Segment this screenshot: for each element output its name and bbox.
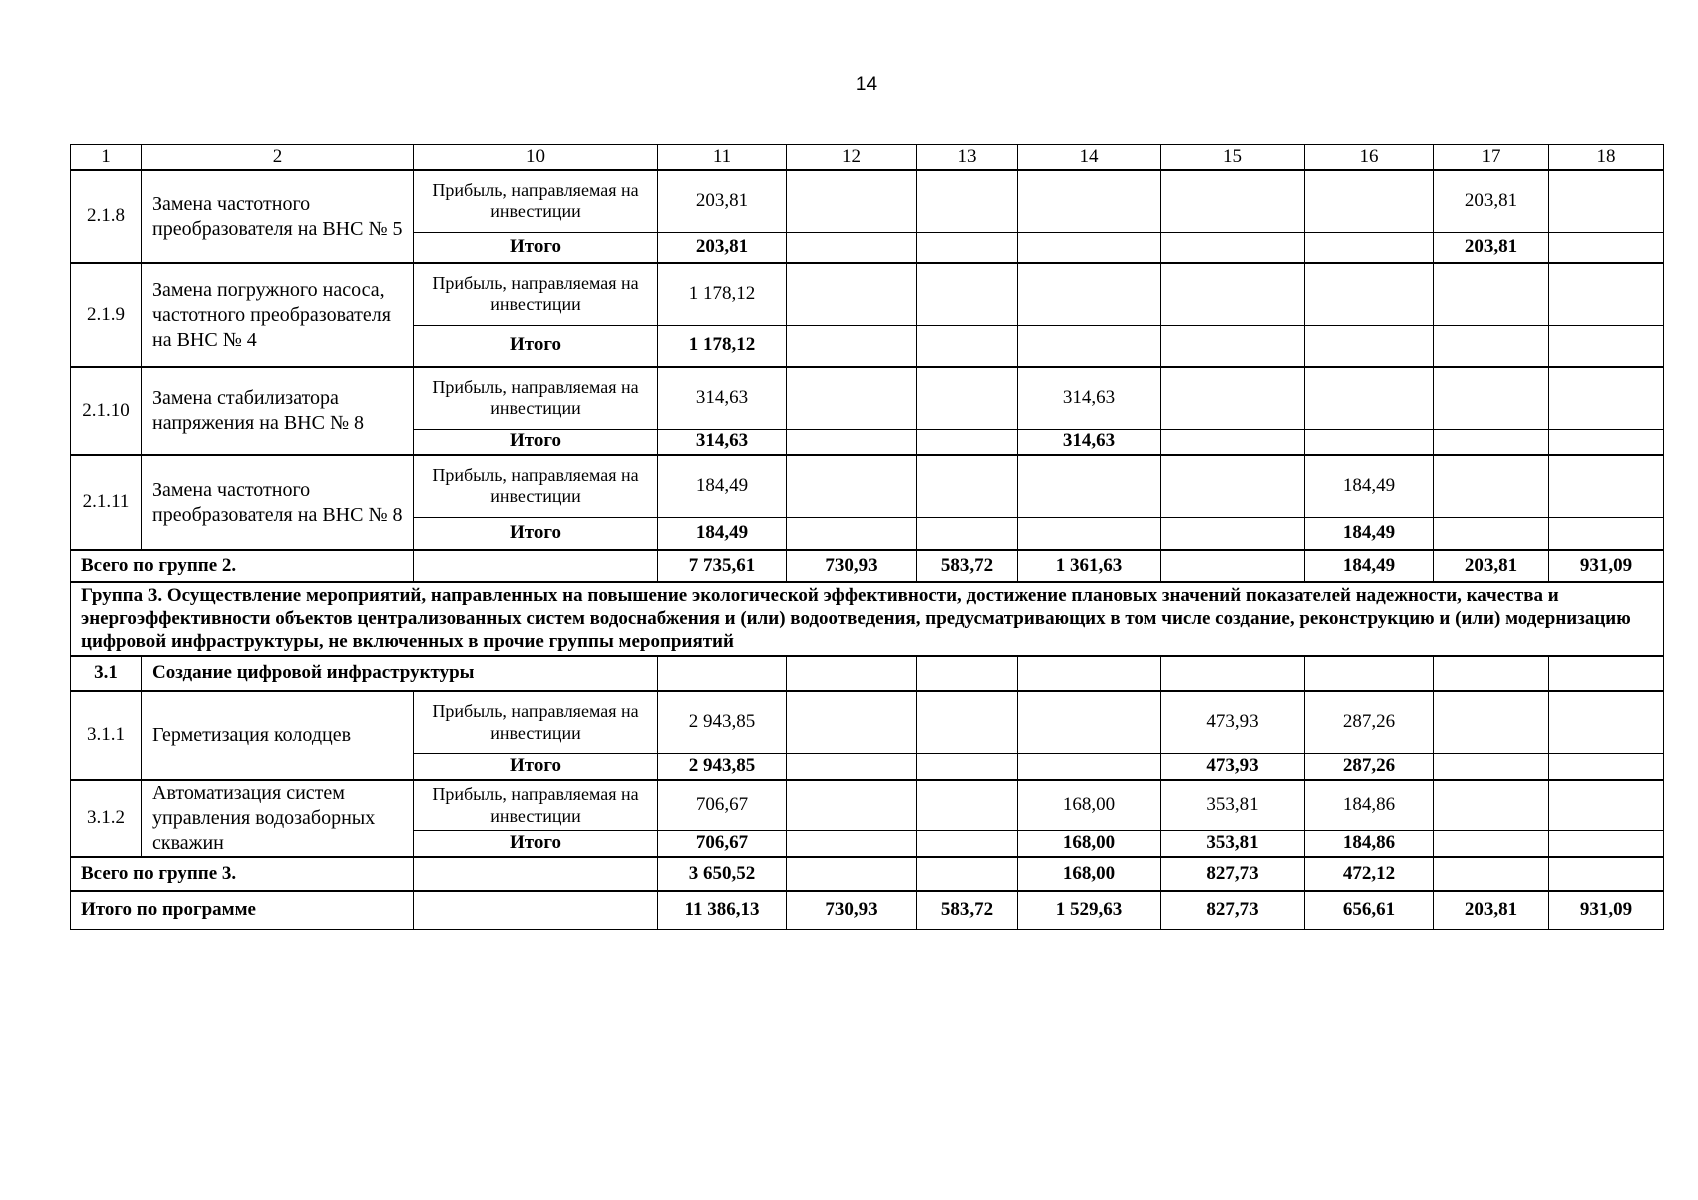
funding-source: Прибыль, направляемая на инвестиции — [414, 780, 658, 830]
total-value-cell — [1018, 517, 1161, 550]
total-value-cell — [1434, 517, 1549, 550]
value-cell — [1549, 170, 1664, 232]
empty-cell — [1434, 656, 1549, 691]
total-row-value — [1434, 857, 1549, 891]
column-number: 12 — [787, 145, 917, 171]
total-value-cell — [917, 325, 1018, 367]
total-value-cell: 168,00 — [1018, 830, 1161, 857]
total-value-cell: 184,86 — [1305, 830, 1434, 857]
total-value-cell — [1161, 232, 1305, 263]
total-value-cell — [1549, 517, 1664, 550]
total-value-cell: 184,49 — [658, 517, 787, 550]
total-row-value: 203,81 — [1434, 891, 1549, 929]
investment-program-table — [70, 144, 1664, 930]
total-label: Итого — [414, 232, 658, 263]
column-number: 17 — [1434, 145, 1549, 171]
total-row-value: 931,09 — [1549, 550, 1664, 582]
column-number: 18 — [1549, 145, 1664, 171]
item-code: 3.1.2 — [71, 780, 142, 857]
empty-cell — [787, 656, 917, 691]
column-number-row — [71, 145, 1664, 171]
item-name: Замена стабилизатора напряжения на ВНС № 8 — [142, 367, 414, 455]
value-cell: 473,93 — [1161, 691, 1305, 753]
total-value-cell — [1305, 232, 1434, 263]
item-name: Замена частотного преобразователя на ВНС № 8 — [142, 455, 414, 550]
total-row-value: 931,09 — [1549, 891, 1664, 929]
value-cell — [917, 691, 1018, 753]
empty-cell — [414, 857, 658, 891]
total-value-cell: 314,63 — [1018, 429, 1161, 455]
total-row-value: 730,93 — [787, 891, 917, 929]
item-code: 2.1.11 — [71, 455, 142, 550]
total-label: Итого — [414, 517, 658, 550]
subsection-name: Создание цифровой инфраструктуры — [142, 656, 658, 691]
value-cell — [1305, 367, 1434, 429]
total-row-value: 730,93 — [787, 550, 917, 582]
value-cell — [1161, 367, 1305, 429]
total-row-value: 203,81 — [1434, 550, 1549, 582]
value-cell — [1434, 455, 1549, 517]
value-cell: 287,26 — [1305, 691, 1434, 753]
column-number: 11 — [658, 145, 787, 171]
total-value-cell — [1018, 232, 1161, 263]
table-row — [71, 891, 1664, 929]
total-value-cell: 353,81 — [1161, 830, 1305, 857]
total-value-cell — [1549, 232, 1664, 263]
column-number: 13 — [917, 145, 1018, 171]
funding-source: Прибыль, направляемая на инвестиции — [414, 263, 658, 325]
value-cell — [1161, 263, 1305, 325]
total-row-value: 583,72 — [917, 550, 1018, 582]
total-value-cell — [787, 232, 917, 263]
total-value-cell: 203,81 — [1434, 232, 1549, 263]
value-cell — [787, 263, 917, 325]
empty-cell — [1305, 656, 1434, 691]
total-value-cell — [1549, 753, 1664, 780]
table-row — [71, 582, 1664, 656]
total-row-value: 827,73 — [1161, 891, 1305, 929]
total-label: Итого — [414, 830, 658, 857]
total-row-value: 168,00 — [1018, 857, 1161, 891]
total-value-cell — [1305, 429, 1434, 455]
empty-cell — [414, 550, 658, 582]
total-value-cell — [1434, 753, 1549, 780]
total-row-value: 11 386,13 — [658, 891, 787, 929]
value-cell — [917, 170, 1018, 232]
table-row — [71, 170, 1664, 232]
total-value-cell — [917, 753, 1018, 780]
value-cell — [1549, 455, 1664, 517]
value-cell — [1434, 367, 1549, 429]
funding-source: Прибыль, направляемая на инвестиции — [414, 691, 658, 753]
total-row-value: 583,72 — [917, 891, 1018, 929]
total-label: Итого — [414, 753, 658, 780]
funding-source: Прибыль, направляемая на инвестиции — [414, 170, 658, 232]
total-row-label: Всего по группе 3. — [71, 857, 414, 891]
column-number: 2 — [142, 145, 414, 171]
item-name: Автоматизация систем управления водозаборных скважин — [142, 780, 414, 857]
total-value-cell — [787, 325, 917, 367]
value-cell — [1161, 170, 1305, 232]
value-cell — [917, 780, 1018, 830]
total-value-cell — [1549, 830, 1664, 857]
page-number: 14 — [855, 74, 878, 95]
table-row — [71, 455, 1664, 517]
empty-cell — [1161, 656, 1305, 691]
total-row-value: 1 529,63 — [1018, 891, 1161, 929]
funding-source: Прибыль, направляемая на инвестиции — [414, 455, 658, 517]
total-value-cell — [1434, 830, 1549, 857]
value-cell: 706,67 — [658, 780, 787, 830]
total-value-cell — [917, 232, 1018, 263]
total-value-cell — [1161, 517, 1305, 550]
total-value-cell — [1549, 429, 1664, 455]
value-cell: 184,86 — [1305, 780, 1434, 830]
column-number: 10 — [414, 145, 658, 171]
value-cell — [1434, 780, 1549, 830]
total-value-cell — [917, 517, 1018, 550]
value-cell — [1018, 691, 1161, 753]
total-value-cell — [1549, 325, 1664, 367]
value-cell: 203,81 — [1434, 170, 1549, 232]
total-row-value: 7 735,61 — [658, 550, 787, 582]
total-row-value: 827,73 — [1161, 857, 1305, 891]
total-value-cell: 184,49 — [1305, 517, 1434, 550]
total-value-cell: 2 943,85 — [658, 753, 787, 780]
total-row-value — [1549, 857, 1664, 891]
empty-cell — [917, 656, 1018, 691]
total-row-value: 656,61 — [1305, 891, 1434, 929]
value-cell — [917, 455, 1018, 517]
total-value-cell: 314,63 — [658, 429, 787, 455]
value-cell — [787, 780, 917, 830]
item-name: Герметизация колодцев — [142, 691, 414, 780]
total-value-cell — [1018, 325, 1161, 367]
item-code: 2.1.8 — [71, 170, 142, 263]
value-cell — [1018, 170, 1161, 232]
value-cell — [787, 367, 917, 429]
column-number: 1 — [71, 145, 142, 171]
total-value-cell: 1 178,12 — [658, 325, 787, 367]
total-row-value — [1161, 550, 1305, 582]
value-cell: 184,49 — [658, 455, 787, 517]
value-cell — [917, 367, 1018, 429]
value-cell: 353,81 — [1161, 780, 1305, 830]
table-row — [71, 691, 1664, 753]
value-cell — [787, 455, 917, 517]
total-value-cell — [1161, 429, 1305, 455]
value-cell: 168,00 — [1018, 780, 1161, 830]
total-value-cell: 473,93 — [1161, 753, 1305, 780]
total-value-cell: 287,26 — [1305, 753, 1434, 780]
total-value-cell — [1434, 325, 1549, 367]
item-name: Замена погружного насоса, частотного преобразователя на ВНС № 4 — [142, 263, 414, 367]
total-row-value: 472,12 — [1305, 857, 1434, 891]
value-cell: 184,49 — [1305, 455, 1434, 517]
total-row-value: 3 650,52 — [658, 857, 787, 891]
total-value-cell — [787, 429, 917, 455]
value-cell — [1434, 691, 1549, 753]
item-code: 2.1.10 — [71, 367, 142, 455]
value-cell: 314,63 — [1018, 367, 1161, 429]
empty-cell — [1018, 656, 1161, 691]
table-row — [71, 550, 1664, 582]
value-cell — [787, 691, 917, 753]
value-cell: 314,63 — [658, 367, 787, 429]
total-value-cell — [787, 830, 917, 857]
value-cell — [1549, 780, 1664, 830]
value-cell: 203,81 — [658, 170, 787, 232]
item-code: 3.1.1 — [71, 691, 142, 780]
total-value-cell — [787, 517, 917, 550]
value-cell — [1018, 263, 1161, 325]
value-cell — [1549, 263, 1664, 325]
value-cell — [787, 170, 917, 232]
empty-cell — [1549, 656, 1664, 691]
total-label: Итого — [414, 429, 658, 455]
total-value-cell: 203,81 — [658, 232, 787, 263]
value-cell: 2 943,85 — [658, 691, 787, 753]
funding-source: Прибыль, направляемая на инвестиции — [414, 367, 658, 429]
subsection-code: 3.1 — [71, 656, 142, 691]
total-row-value: 184,49 — [1305, 550, 1434, 582]
item-name: Замена частотного преобразователя на ВНС № 5 — [142, 170, 414, 263]
total-value-cell: 706,67 — [658, 830, 787, 857]
total-value-cell — [787, 753, 917, 780]
total-row-label: Всего по группе 2. — [71, 550, 414, 582]
total-value-cell — [1018, 753, 1161, 780]
table-row — [71, 263, 1664, 325]
value-cell — [1549, 691, 1664, 753]
total-row-label: Итого по программе — [71, 891, 414, 929]
value-cell — [1549, 367, 1664, 429]
column-number: 16 — [1305, 145, 1434, 171]
total-value-cell — [917, 429, 1018, 455]
item-code: 2.1.9 — [71, 263, 142, 367]
total-value-cell — [1161, 325, 1305, 367]
value-cell — [1161, 455, 1305, 517]
group-heading: Группа 3. Осуществление мероприятий, направленных на повышение экологической эффективности, достижение плановых значений показателей надежности, качества и энергоэффективности объектов централизованных систем водоснабжения и (или) водоотведения, предусматривающих в том числе создание, реконструкцию и (или) модернизацию цифровой инфраструктуры, не включенных в прочие группы мероприятий — [71, 582, 1664, 656]
value-cell — [1018, 455, 1161, 517]
total-label: Итого — [414, 325, 658, 367]
total-row-value — [917, 857, 1018, 891]
empty-cell — [658, 656, 787, 691]
value-cell — [917, 263, 1018, 325]
table-row — [71, 367, 1664, 429]
total-value-cell — [1305, 325, 1434, 367]
total-row-value: 1 361,63 — [1018, 550, 1161, 582]
value-cell: 1 178,12 — [658, 263, 787, 325]
table-row — [71, 656, 1664, 691]
table-row — [71, 780, 1664, 830]
total-value-cell — [917, 830, 1018, 857]
value-cell — [1305, 170, 1434, 232]
table-row — [71, 857, 1664, 891]
column-number: 14 — [1018, 145, 1161, 171]
value-cell — [1305, 263, 1434, 325]
value-cell — [1434, 263, 1549, 325]
total-value-cell — [1434, 429, 1549, 455]
column-number: 15 — [1161, 145, 1305, 171]
empty-cell — [414, 891, 658, 929]
total-row-value — [787, 857, 917, 891]
